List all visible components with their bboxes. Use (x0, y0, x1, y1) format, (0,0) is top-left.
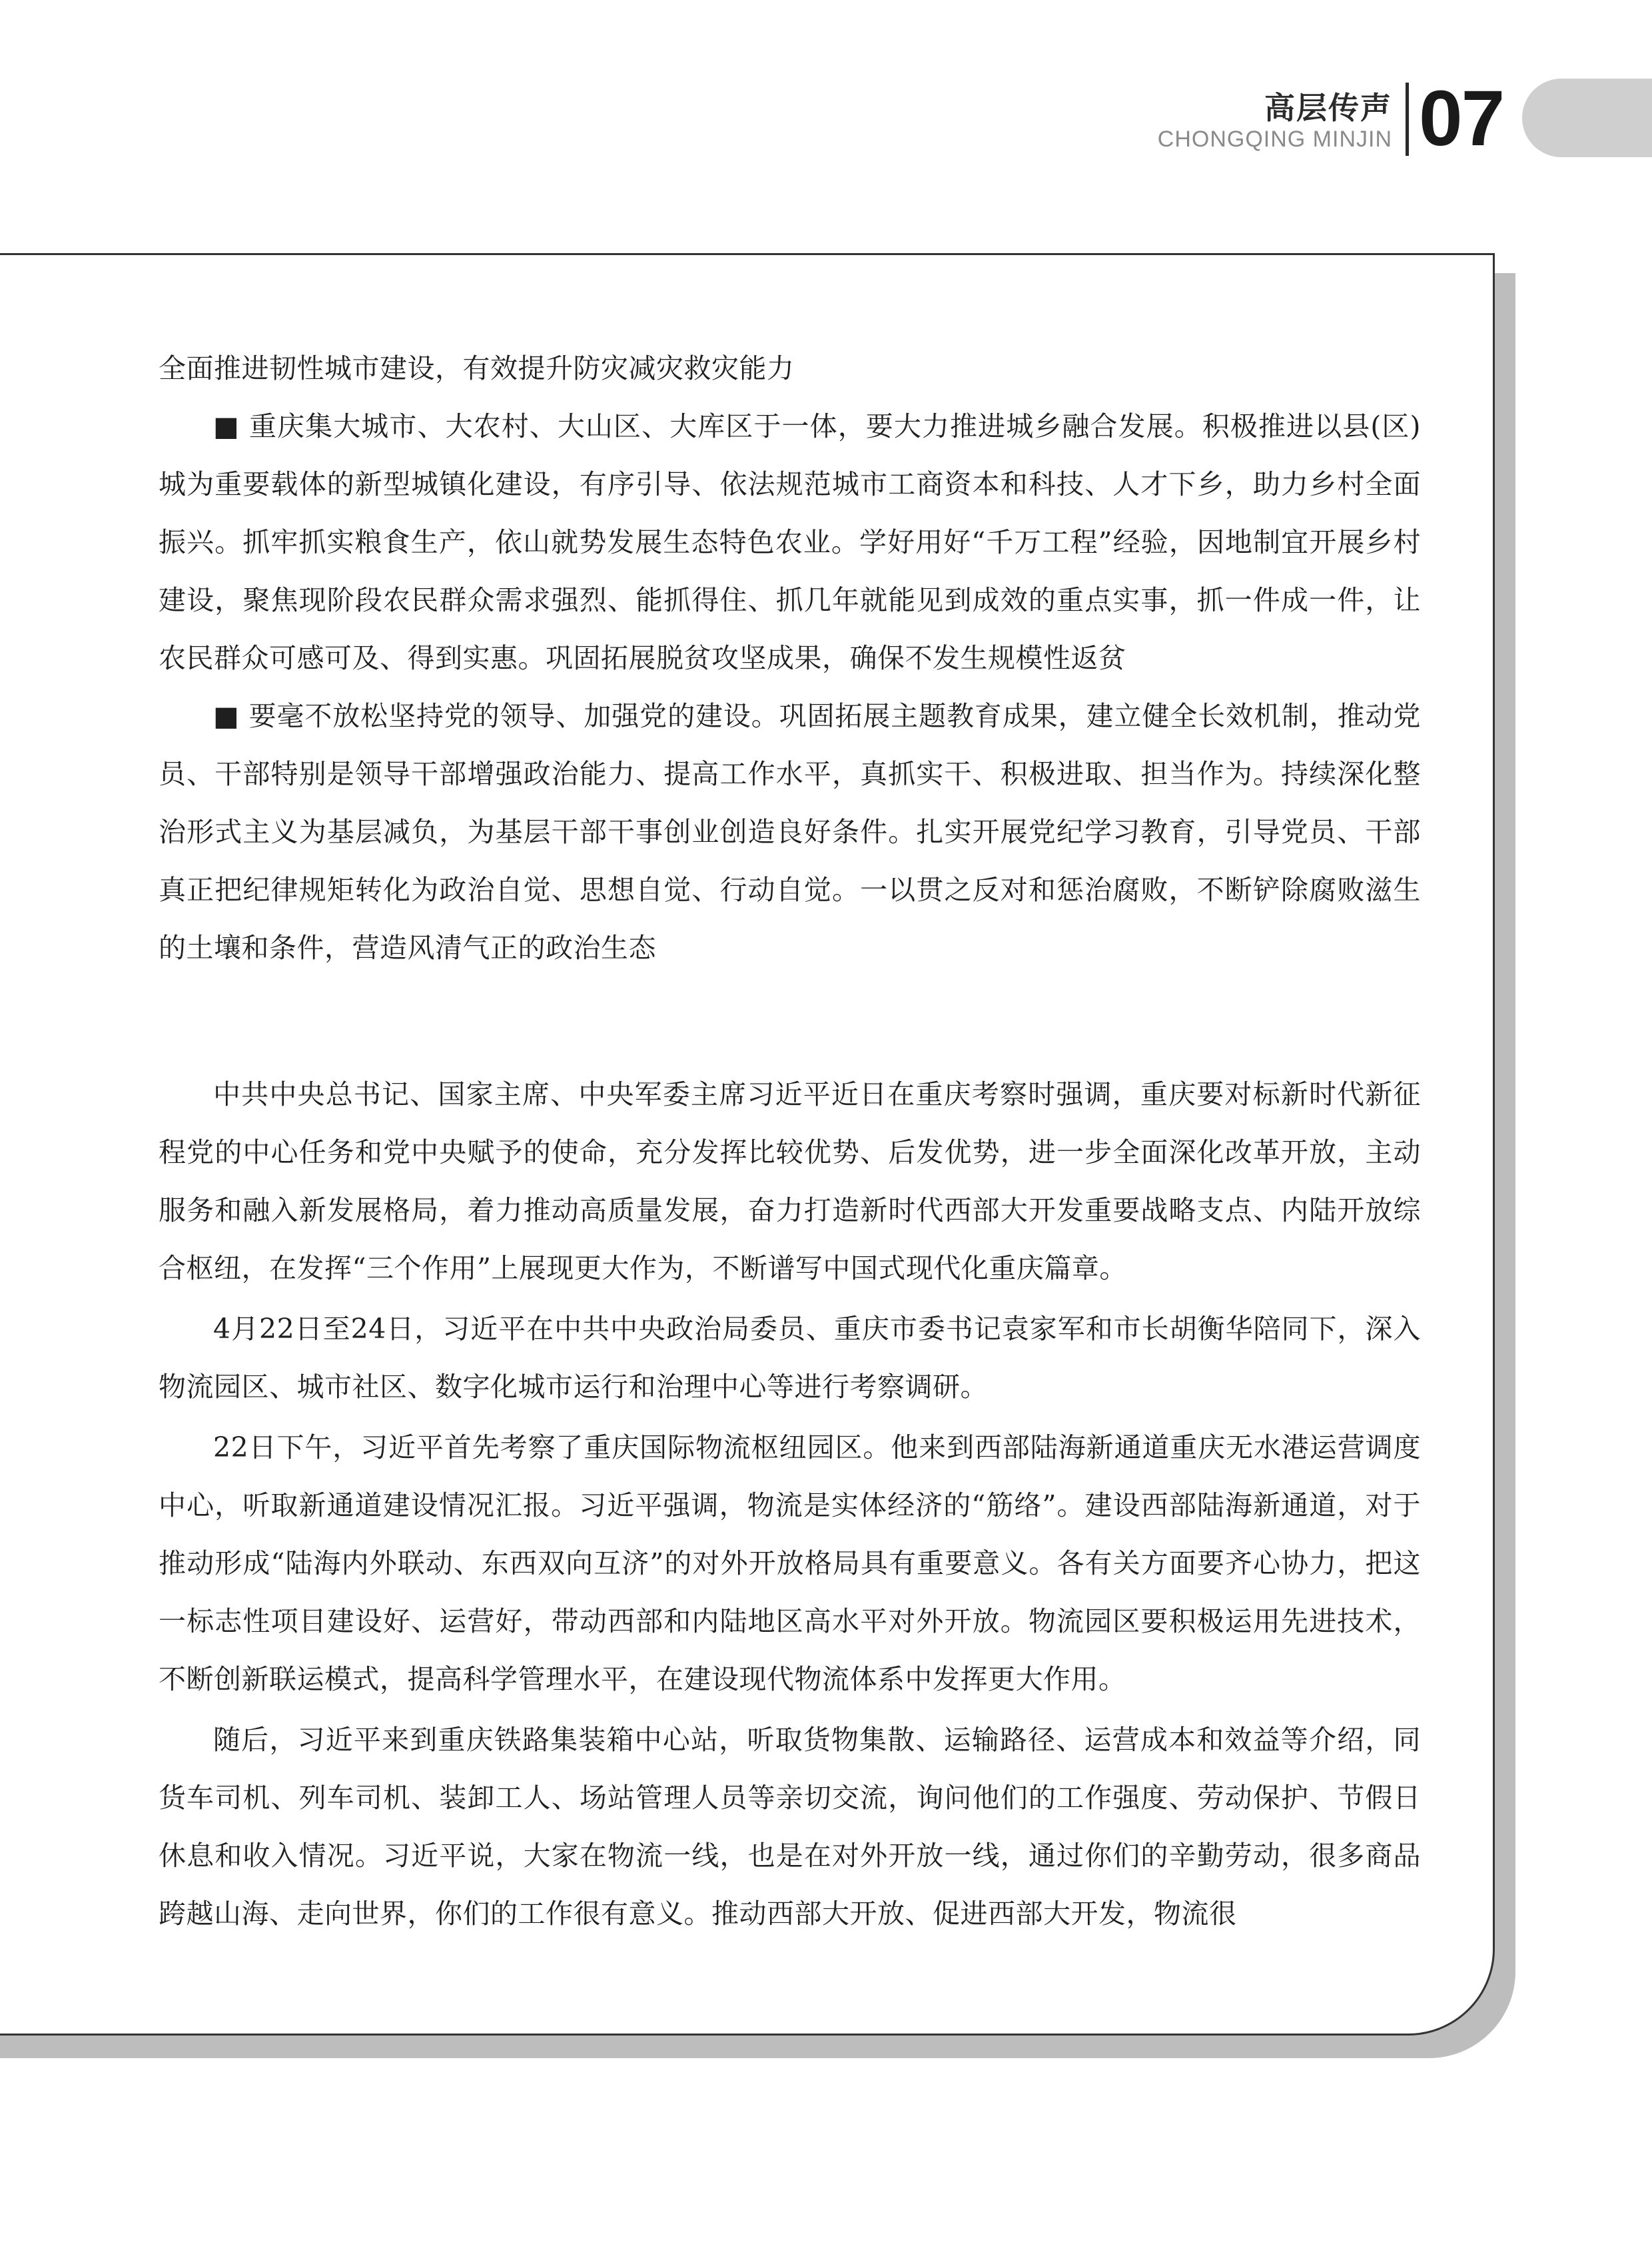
summary-point: ■ 重庆集大城市、大农村、大山区、大库区于一体，要大力推进城乡融合发展。积极推进以县(区)城为重要载体的新型城镇化建设，有序引导、依法规范城市工商资本和科技、人才下乡，助力乡村全面振兴。抓牢抓实粮食生产，依山就势发展生态特色农业。学好用好“千万工程”经验，因地制宜开展乡村建设，聚焦现阶段农民群众需求强烈、能抓得住、抓几年就能见到成效的重点实事，抓一件成一件，让农民群众可感可及、得到实惠。巩固拓展脱贫攻坚成果，确保不发生规模性返贫 (159, 410, 1421, 674)
page-header (0, 75, 1652, 165)
page-number: 07 (1419, 75, 1504, 163)
summary-heading: 全面推进韧性城市建设，有效提升防灾减灾救灾能力 (159, 352, 795, 384)
summary-point: ■ 要毫不放松坚持党的领导、加强党的建设。巩固拓展主题教育成果，建立健全长效机制，推动党员、干部特别是领导干部增强政治能力、提高工作水平，真抓实干、积极进取、担当作为。持续深化整治形式主义为基层减负，为基层干部干事创业创造良好条件。扎实开展党纪学习教育，引导党员、干部真正把纪律规矩转化为政治自觉、思想自觉、行动自觉。一以贯之反对和惩治腐败，不断铲除腐败滋生的土壤和条件，营造风清气正的政治生态 (159, 700, 1421, 964)
header-divider (1406, 83, 1409, 156)
article-body (159, 1066, 1421, 1943)
section-subtitle: CHONGQING MINJIN (1157, 127, 1392, 152)
article-paragraph: 中共中央总书记、国家主席、中央军委主席习近平近日在重庆考察时强调，重庆要对标新时代新征程党的中心任务和党中央赋予的使命，充分发挥比较优势、后发优势，进一步全面深化改革开放，主动服务和融入新发展格局，着力推动高质量发展，奋力打造新时代西部大开发重要战略支点、内陆开放综合枢纽，在发挥“三个作用”上展现更大作为，不断谱写中国式现代化重庆篇章。 (159, 1078, 1421, 1284)
header-tab (1522, 79, 1652, 157)
article-paragraph: 随后，习近平来到重庆铁路集装箱中心站，听取货物集散、运输路径、运营成本和效益等介绍，同货车司机、列车司机、装卸工人、场站管理人员等亲切交流，询问他们的工作强度、劳动保护、节假日休息和收入情况。习近平说，大家在物流一线，也是在对外开放一线，通过你们的辛勤劳动，很多商品跨越山海、走向世界，你们的工作很有意义。推动西部大开放、促进西部大开发，物流很 (159, 1724, 1421, 1930)
section-title: 高层传声 (1264, 90, 1392, 126)
summary-section (159, 340, 1421, 977)
article-paragraph: 22日下午，习近平首先考察了重庆国际物流枢纽园区。他来到西部陆海新通道重庆无水港运营调度中心，听取新通道建设情况汇报。习近平强调，物流是实体经济的“筋络”。建设西部陆海新通道，对于推动形成“陆海内外联动、东西双向互济”的对外开放格局具有重要意义。各有关方面要齐心协力，把这一标志性项目建设好、运营好，带动西部和内陆地区高水平对外开放。物流园区要积极运用先进技术，不断创新联运模式，提高科学管理水平，在建设现代物流体系中发挥更大作用。 (159, 1431, 1421, 1695)
article-paragraph: 4月22日至24日，习近平在中共中央政治局委员、重庆市委书记袁家军和市长胡衡华陪同下，深入物流园区、城市社区、数字化城市运行和治理中心等进行考察调研。 (159, 1313, 1421, 1403)
